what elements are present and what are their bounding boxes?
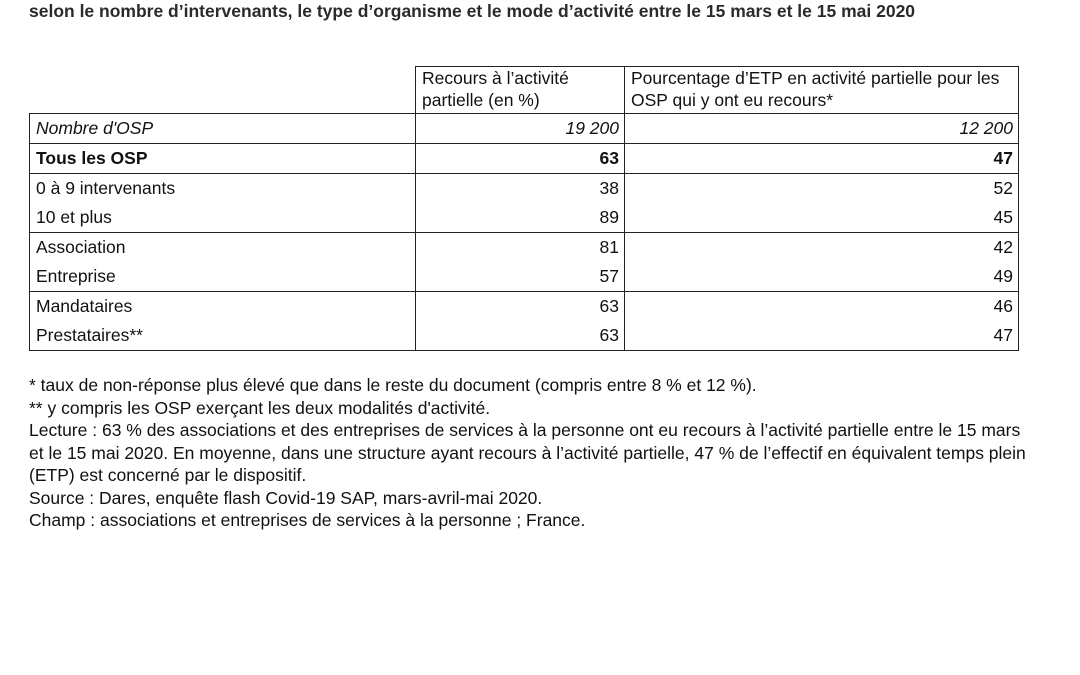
row-value-etp: 45 <box>625 203 1019 233</box>
header-pourcentage-etp: Pourcentage d’ETP en activité partielle pour les OSP qui y ont eu recours* <box>625 67 1019 114</box>
table-row <box>30 233 1019 263</box>
row-value-etp: 47 <box>625 144 1019 174</box>
row-value-etp: 47 <box>625 321 1019 351</box>
row-value-recours: 81 <box>416 233 625 263</box>
note-champ: Champ : associations et entreprises de services à la personne ; France. <box>29 510 586 530</box>
row-value-etp: 49 <box>625 262 1019 292</box>
row-value-etp: 46 <box>625 292 1019 322</box>
row-value-recours: 57 <box>416 262 625 292</box>
row-value-etp: 42 <box>625 233 1019 263</box>
row-value-etp: 52 <box>625 174 1019 204</box>
row-value-recours: 38 <box>416 174 625 204</box>
table-notes <box>29 374 1029 532</box>
note-lecture: Lecture : 63 % des associations et des entreprises de services à la personne ont eu recours à l’activité partielle entre le 15 mars et le 15 mai 2020. En moyenne, dans une structure ayant recours à l’activité partielle, 47 % de l’effectif en équivalent temps plein (ETP) est concerné par le dispositif. <box>29 420 1026 485</box>
table-row <box>30 114 1019 144</box>
table-row <box>30 321 1019 351</box>
header-recours: Recours à l’activité partielle (en %) <box>416 67 625 114</box>
note-modalities: ** y compris les OSP exerçant les deux modalités d'activité. <box>29 397 491 418</box>
row-value-recours: 63 <box>416 292 625 322</box>
row-label: Prestataires** <box>30 321 416 351</box>
note-non-response: * taux de non-réponse plus élevé que dans le reste du document (compris entre 8 % et 12 %). <box>29 375 757 395</box>
row-value-recours: 63 <box>416 321 625 351</box>
row-value-etp: 12 200 <box>625 114 1019 144</box>
row-label: Nombre d'OSP <box>30 114 416 144</box>
table-row <box>30 292 1019 322</box>
table-title: selon le nombre d’intervenants, le type d’organisme et le mode d’activité entre le 15 mars et le 15 mai 2020 <box>29 1 916 21</box>
row-value-recours: 19 200 <box>416 114 625 144</box>
row-label: Entreprise <box>30 262 416 292</box>
row-label: 0 à 9 intervenants <box>30 174 416 204</box>
table-row <box>30 144 1019 174</box>
header-empty-cell <box>30 67 416 114</box>
row-label: 10 et plus <box>30 203 416 233</box>
row-label: Tous les OSP <box>30 144 416 174</box>
row-label: Association <box>30 233 416 263</box>
row-value-recours: 89 <box>416 203 625 233</box>
row-value-recours: 63 <box>416 144 625 174</box>
table-row <box>30 262 1019 292</box>
note-source: Source : Dares, enquête flash Covid-19 SAP, mars-avril-mai 2020. <box>29 487 543 508</box>
table-header-row <box>30 67 1019 114</box>
data-table <box>29 66 1019 351</box>
table-row <box>30 174 1019 204</box>
row-label: Mandataires <box>30 292 416 322</box>
table-row <box>30 203 1019 233</box>
